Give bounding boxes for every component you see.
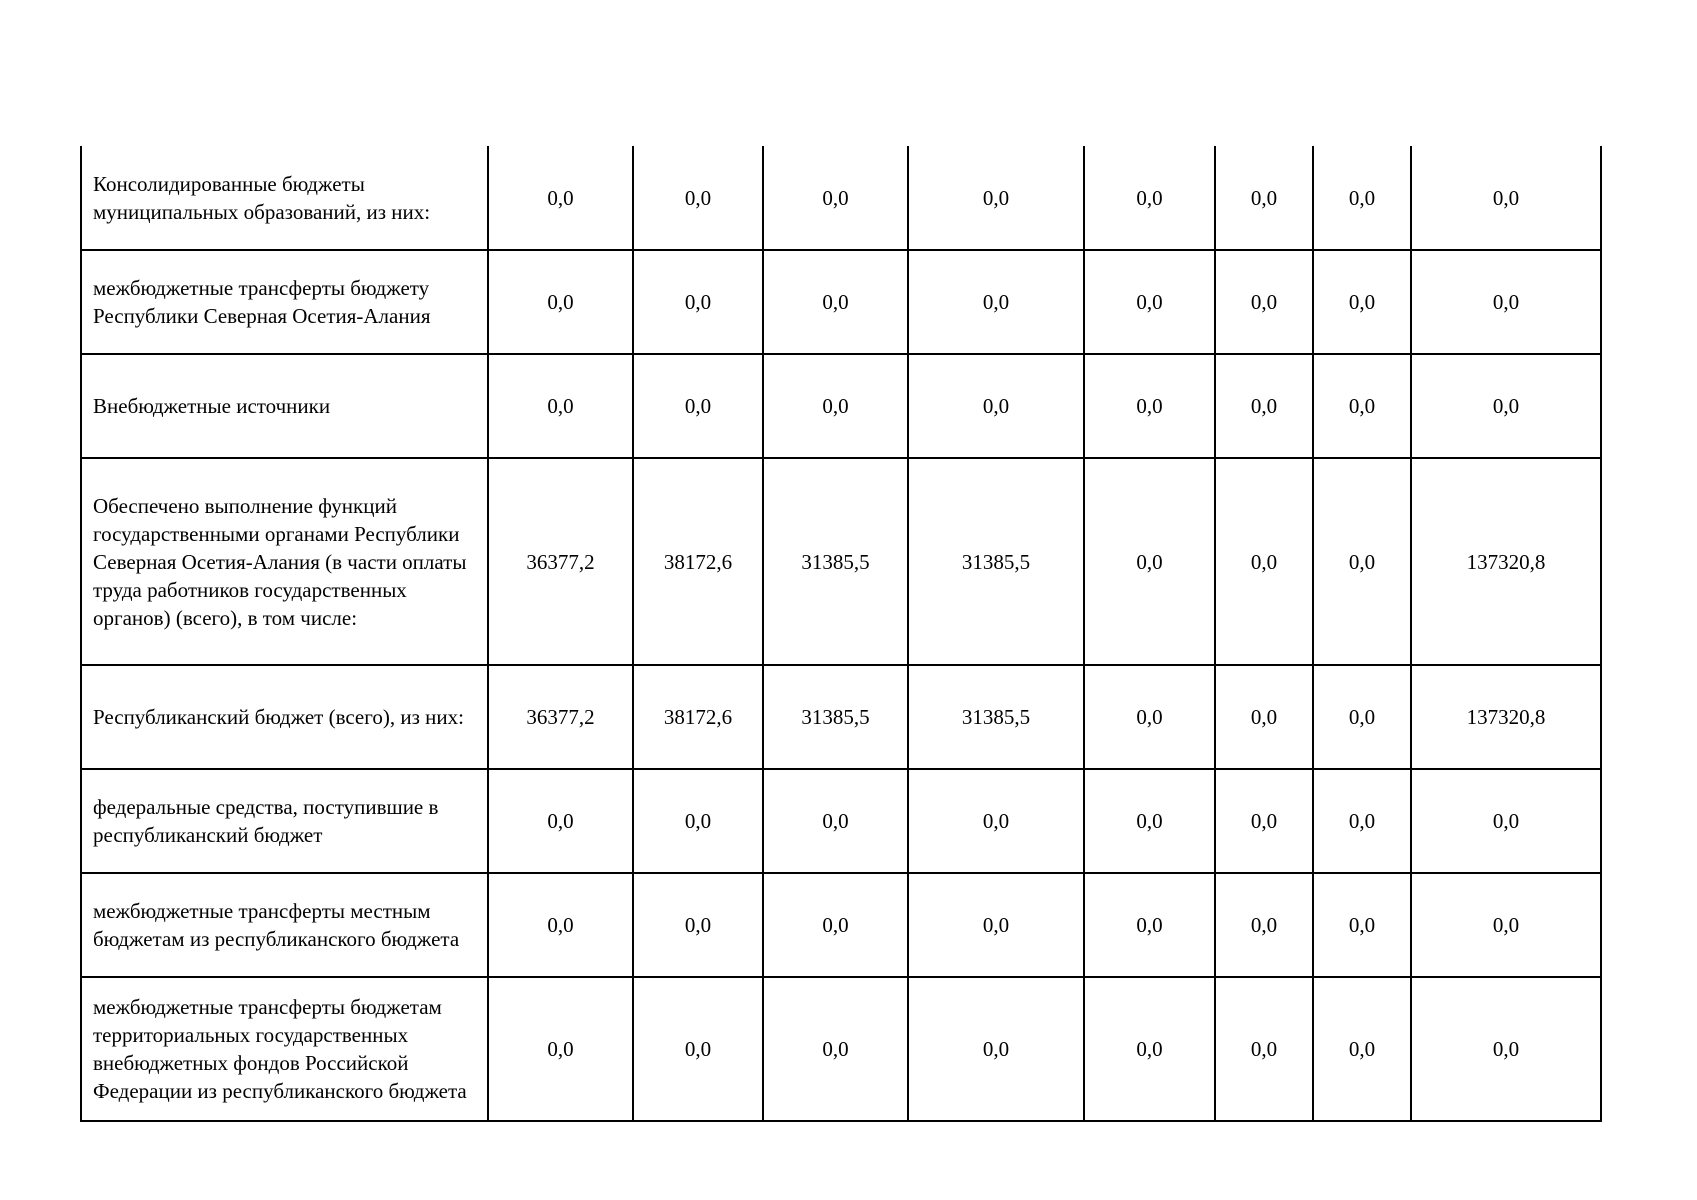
value-cell: 0,0 [488,354,633,458]
value-cell: 36377,2 [488,458,633,665]
value-cell: 38172,6 [633,665,763,769]
value-cell: 0,0 [1215,665,1313,769]
value-cell: 0,0 [1084,354,1215,458]
value-cell: 0,0 [488,873,633,977]
value-cell: 0,0 [1313,458,1411,665]
value-cell: 0,0 [908,769,1084,873]
value-cell: 36377,2 [488,665,633,769]
value-cell: 0,0 [1313,250,1411,354]
value-cell: 0,0 [488,250,633,354]
value-cell: 0,0 [633,354,763,458]
value-cell: 31385,5 [763,458,908,665]
value-cell: 0,0 [1084,769,1215,873]
value-cell: 0,0 [1313,354,1411,458]
value-cell: 0,0 [763,873,908,977]
total-cell: 137320,8 [1411,458,1601,665]
row-label: Внебюджетные источники [81,354,488,458]
row-label: Республиканский бюджет (всего), из них: [81,665,488,769]
table-row [81,354,1601,458]
table-row [81,458,1601,665]
total-cell: 0,0 [1411,146,1601,250]
value-cell: 0,0 [1313,769,1411,873]
row-label: Консолидированные бюджеты муниципальных образований, из них: [81,146,488,250]
value-cell: 0,0 [633,977,763,1121]
table-row [81,977,1601,1121]
value-cell: 0,0 [908,250,1084,354]
row-label: Обеспечено выполнение функций государственными органами Республики Северная Осетия-Алания (в части оплаты труда работников государственных органов) (всего), в том числе: [81,458,488,665]
table-row [81,665,1601,769]
total-cell: 0,0 [1411,250,1601,354]
value-cell: 0,0 [1084,458,1215,665]
total-cell: 137320,8 [1411,665,1601,769]
value-cell: 0,0 [1313,146,1411,250]
value-cell: 0,0 [908,977,1084,1121]
table-row [81,873,1601,977]
value-cell: 0,0 [1215,458,1313,665]
value-cell: 0,0 [1084,146,1215,250]
value-cell: 0,0 [488,769,633,873]
value-cell: 0,0 [1084,250,1215,354]
table-row [81,146,1601,250]
value-cell: 0,0 [488,146,633,250]
value-cell: 31385,5 [908,665,1084,769]
value-cell: 0,0 [1215,354,1313,458]
value-cell: 0,0 [1215,769,1313,873]
value-cell: 0,0 [1215,250,1313,354]
value-cell: 0,0 [763,146,908,250]
total-cell: 0,0 [1411,769,1601,873]
value-cell: 0,0 [488,977,633,1121]
value-cell: 31385,5 [908,458,1084,665]
value-cell: 0,0 [908,873,1084,977]
row-label: межбюджетные трансферты местным бюджетам из республиканского бюджета [81,873,488,977]
value-cell: 0,0 [763,769,908,873]
value-cell: 0,0 [1084,873,1215,977]
value-cell: 0,0 [633,146,763,250]
total-cell: 0,0 [1411,354,1601,458]
value-cell: 0,0 [1084,977,1215,1121]
value-cell: 0,0 [908,146,1084,250]
value-cell: 31385,5 [763,665,908,769]
row-label: межбюджетные трансферты бюджету Республики Северная Осетия-Алания [81,250,488,354]
total-cell: 0,0 [1411,977,1601,1121]
value-cell: 0,0 [1084,665,1215,769]
budget-table [80,146,1602,1122]
value-cell: 0,0 [763,977,908,1121]
value-cell: 0,0 [633,250,763,354]
value-cell: 0,0 [1215,873,1313,977]
row-label: федеральные средства, поступившие в республиканский бюджет [81,769,488,873]
value-cell: 0,0 [1215,146,1313,250]
value-cell: 0,0 [1313,665,1411,769]
value-cell: 0,0 [633,873,763,977]
value-cell: 0,0 [1215,977,1313,1121]
value-cell: 38172,6 [633,458,763,665]
value-cell: 0,0 [633,769,763,873]
row-label: межбюджетные трансферты бюджетам территориальных государственных внебюджетных фондов Российской Федерации из республиканского бюджета [81,977,488,1121]
table-row [81,250,1601,354]
table-row [81,769,1601,873]
value-cell: 0,0 [763,250,908,354]
value-cell: 0,0 [1313,873,1411,977]
total-cell: 0,0 [1411,873,1601,977]
value-cell: 0,0 [1313,977,1411,1121]
value-cell: 0,0 [908,354,1084,458]
value-cell: 0,0 [763,354,908,458]
